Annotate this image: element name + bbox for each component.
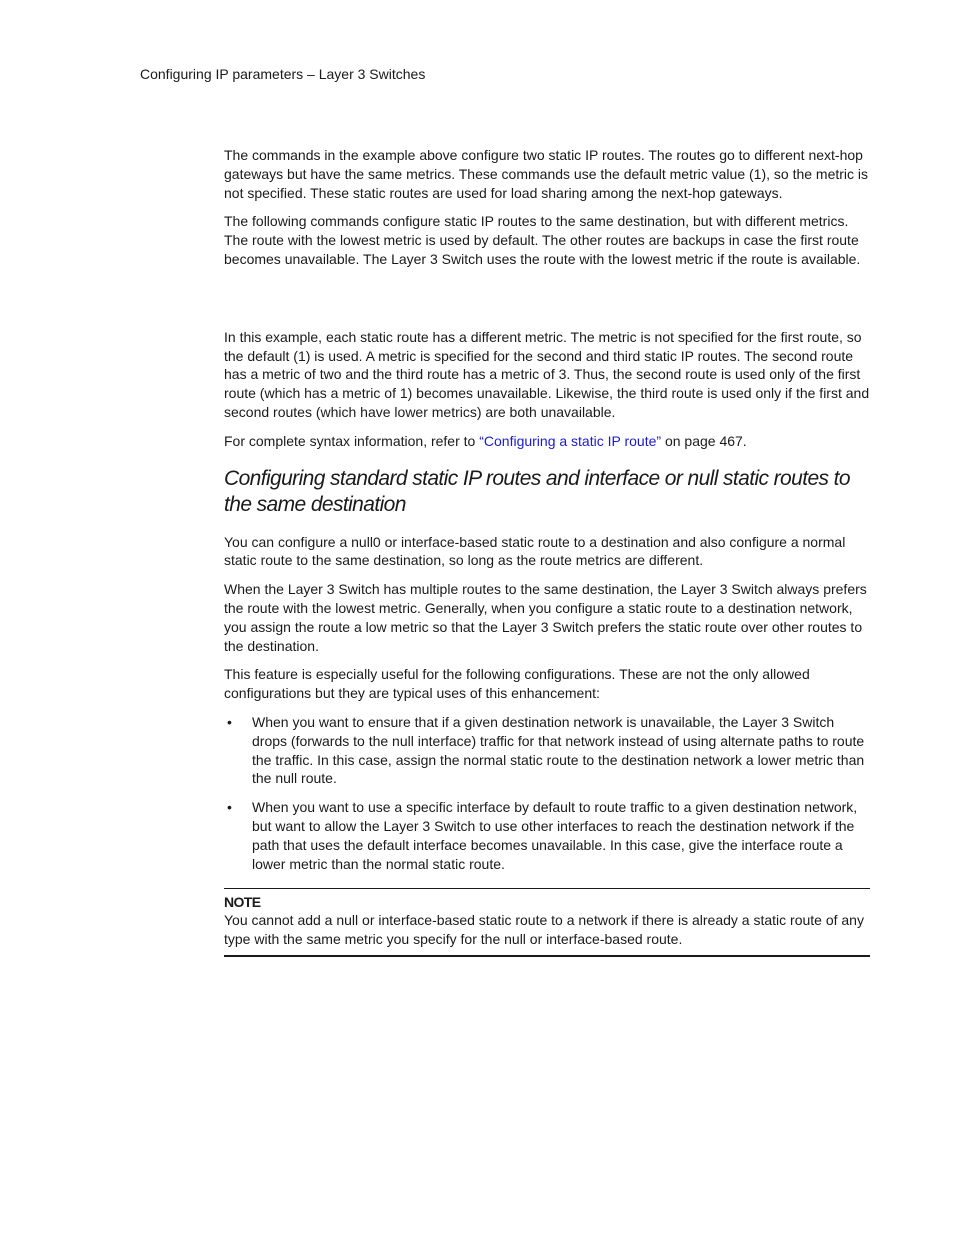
configuration-list xyxy=(224,713,870,873)
section-heading: Configuring standard static IP routes and interface or null static routes to the same destination xyxy=(224,466,850,516)
paragraph-syntax-reference xyxy=(224,432,870,451)
running-head: Configuring IP parameters – Layer 3 Switches xyxy=(140,66,426,82)
list-item xyxy=(224,798,870,873)
note-box xyxy=(224,888,870,957)
paragraph-feature-uses: This feature is especially useful for the following configurations. These are not the only allowed configurations but they are typical uses of this enhancement: xyxy=(224,666,810,702)
note-label: NOTE xyxy=(224,894,261,911)
list-item-text: When you want to ensure that if a given destination network is unavailable, the Layer 3 Switch drops (forwards to the null interface) traffic for that network instead of using alternate paths to route the traffic. In this case, assign the normal static route to the destination network a lower metric than the null route. xyxy=(252,713,865,787)
list-item xyxy=(224,713,870,788)
paragraph-load-sharing: The commands in the example above configure two static IP routes. The routes go to different next-hop gateways but have the same metrics. These commands use the default metric value (1), so the metric is not specified. These static routes are used for load sharing among the next-hop gateways. xyxy=(224,147,869,201)
paragraph-different-metrics: The following commands configure static IP routes to the same destination, but with different metrics. The route with the lowest metric is used by default. The other routes are backups in case the first route becomes unavailable. The Layer 3 Switch uses the route with the lowest metric if the route is available. xyxy=(224,213,861,267)
note-text: You cannot add a null or interface-based static route to a network if there is already a static route of any type with the same metric you specify for the null or interface-based route. xyxy=(224,912,864,948)
static-ip-route-link[interactable]: “Configuring a static IP route” xyxy=(479,432,662,449)
syntax-reference-suffix: on page 467. xyxy=(661,432,747,449)
syntax-reference-prefix: For complete syntax information, refer to xyxy=(224,432,480,449)
list-item-text: When you want to use a specific interface by default to route traffic to a given destination network, but want to allow the Layer 3 Switch to use other interfaces to reach the destination network if the path that uses the default interface becomes unavailable. In this case, give the interface route a lower metric than the normal static route. xyxy=(252,799,858,872)
bullet-icon: • xyxy=(227,799,232,816)
paragraph-lowest-metric: When the Layer 3 Switch has multiple routes to the same destination, the Layer 3 Switch always prefers the route with the lowest metric. Generally, when you configure a static route to a destination network, you assign the route a low metric so that the Layer 3 Switch prefers the static route over other routes to the destination. xyxy=(224,581,867,654)
paragraph-metric-example: In this example, each static route has a different metric. The metric is not specified for the first route, so the default (1) is used. A metric is specified for the second and third static IP routes. The second route has a metric of two and the third route has a metric of 3. Thus, the second route is used only of the first route (which has a metric of 1) becomes unavailable. Likewise, the third route is used only if the first and second routes (which have lower metrics) are both unavailable. xyxy=(224,328,870,420)
paragraph-null0-intro: You can configure a null0 or interface-based static route to a destination and also configure a normal static route to the same destination, so long as the route metrics are different. xyxy=(224,533,846,569)
bullet-icon: • xyxy=(227,713,232,730)
main-content xyxy=(224,146,870,957)
